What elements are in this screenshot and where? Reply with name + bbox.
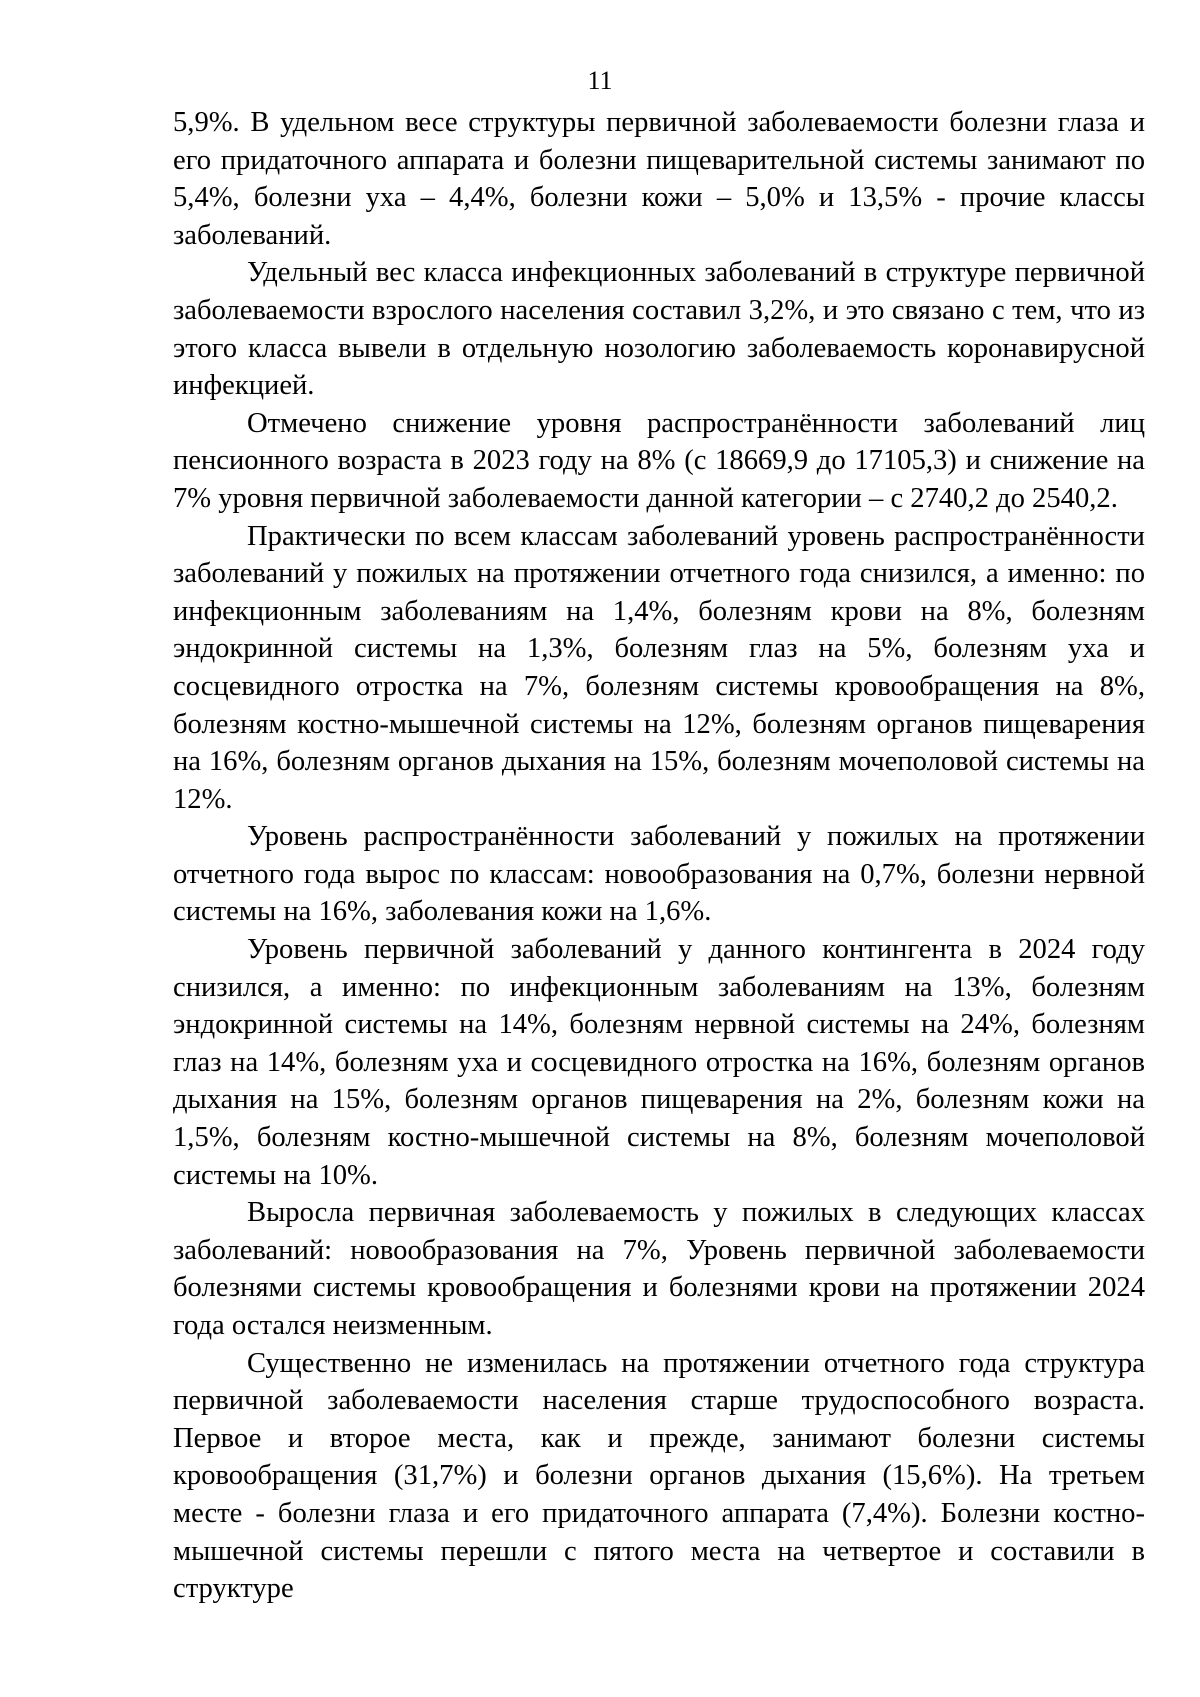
paragraph-3: Отмечено снижение уровня распространённости заболеваний лиц пенсионного возраста в 2023 году на 8% (с 18669,9 до 17105,3) и снижение на 7% уровня первичной заболеваемости данной категории – с 2740,2 до 2540,2.	[173, 407, 1145, 514]
paragraph-5: Уровень распространённости заболеваний у пожилых на протяжении отчетного года вырос по классам: новообразования на 0,7%, болезни нервной системы на 16%, заболевания кожи на 1,6%.	[173, 821, 1145, 928]
document-body	[173, 104, 1145, 1608]
paragraph-7: Выросла первичная заболеваемость у пожилых в следующих классах заболеваний: новообразования на 7%, Уровень первичной заболеваемости болезнями системы кровообращения и болезнями крови на протяжении 2024 года остался неизменным.	[173, 1197, 1145, 1341]
paragraph-1: 5,9%. В удельном весе структуры первичной заболеваемости болезни глаза и его придаточного аппарата и болезни пищеварительной системы занимают по 5,4%, болезни уха – 4,4%, болезни кожи – 5,0% и 13,5% - прочие классы заболеваний.	[173, 107, 1145, 251]
paragraph-2: Удельный вес класса инфекционных заболеваний в структуре первичной заболеваемости взрослого населения составил 3,2%, и это связано с тем, что из этого класса вывели в отдельную нозологию заболеваемость коронавирусной инфекцией.	[173, 257, 1145, 402]
paragraph-4: Практически по всем классам заболеваний уровень распространённости заболеваний у пожилых на протяжении отчетного года снизился, а именно: по инфекционным заболеваниям на 1,4%, болезням крови на 8%, болезням эндокринной системы на 1,3%, болезням глаз на 5%, болезням уха и сосцевидного отростка на 7%, болезням системы кровообращения на 8%, болезням костно-мышечной системы на 12%, болезням органов пищеварения на 16%, болезням органов дыхания на 15%, болезням мочеполовой системы на 12%.	[173, 520, 1145, 815]
paragraph-8: Существенно не изменилась на протяжении отчетного года структура первичной заболеваемости населения старше трудоспособного возраста. Первое и второе места, как и прежде, занимают болезни системы кровообращения (31,7%) и болезни органов дыхания (15,6%). На третьем месте - болезни глаза и его придаточного аппарата (7,4%). Болезни костно-мышечной системы перешли с пятого места на четвертое и составили в структуре	[173, 1347, 1145, 1605]
paragraph-6: Уровень первичной заболеваний у данного контингента в 2024 году снизился, а именно: по инфекционным заболеваниям на 13%, болезням эндокринной системы на 14%, болезням нервной системы на 24%, болезням глаз на 14%, болезням уха и сосцевидного отростка на 16%, болезням органов дыхания на 15%, болезням органов пищеварения на 2%, болезням кожи на 1,5%, болезням костно-мышечной системы на 8%, болезням мочеполовой системы на 10%.	[173, 934, 1145, 1191]
page-number: 11	[587, 66, 613, 95]
